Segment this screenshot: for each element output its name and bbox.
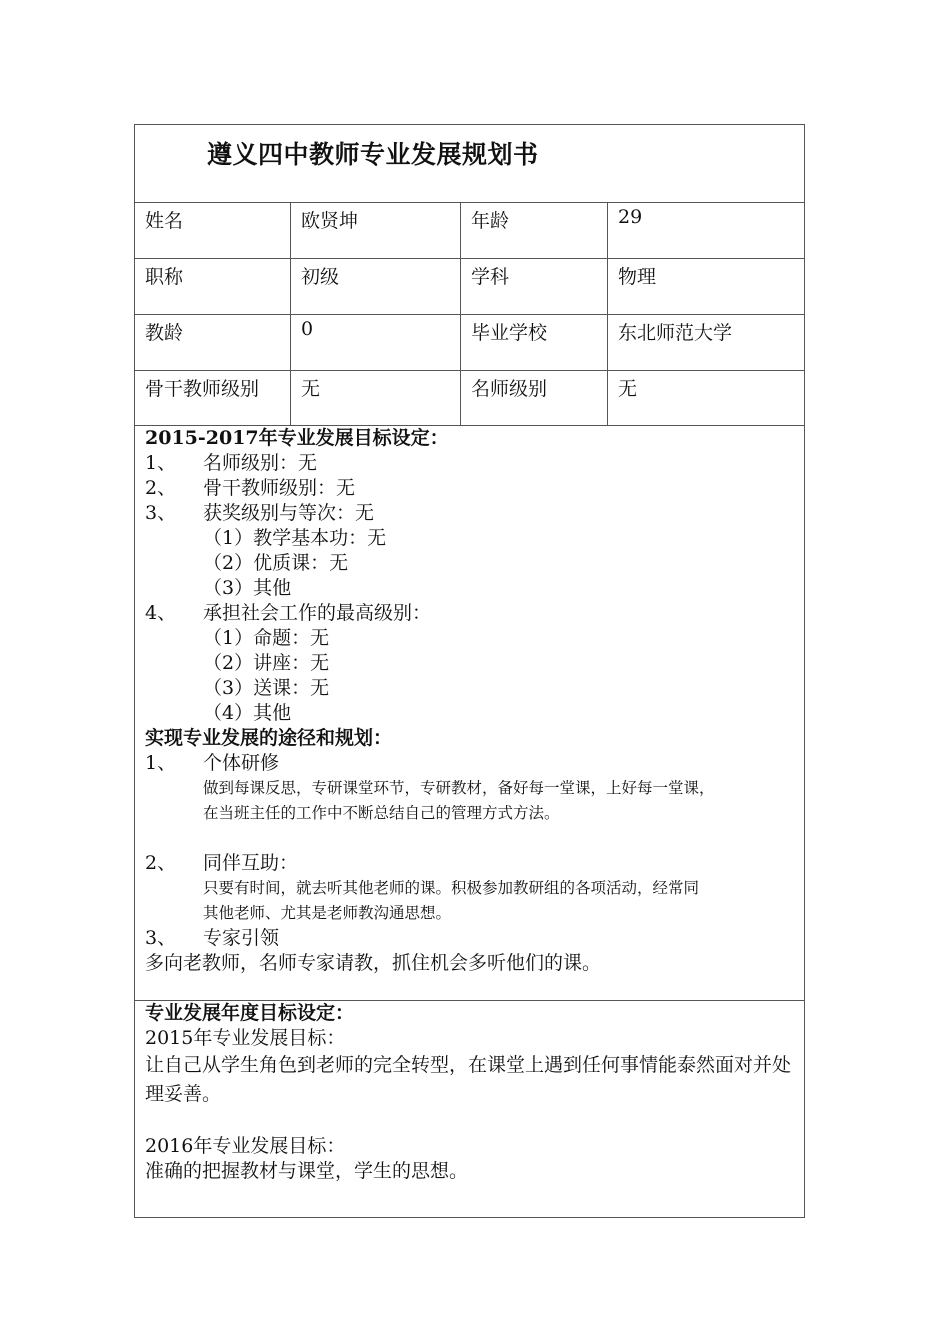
path-detail: 在当班主任的工作中不断总结自己的管理方式方法。: [203, 804, 560, 822]
name-value: 欧贤坤: [291, 203, 461, 258]
goal-item: 1、 名师级别：无: [145, 452, 318, 474]
annual-heading: 专业发展年度目标设定：: [145, 1002, 355, 1024]
goal-item: 2、 骨干教师级别：无: [145, 477, 356, 499]
backbone-level-value: 无: [291, 371, 461, 425]
social-subitem: （1）命题：无: [203, 627, 330, 649]
year-2015-text: 让自己从学生角色到老师的完全转型，在课堂上遇到任何事情能泰然面对并处理妥善。: [145, 1054, 792, 1105]
path-detail: 多向老教师，名师专家请教，抓住机会多听他们的课。: [145, 952, 602, 974]
subject-value: 物理: [618, 266, 657, 288]
age-label: 年龄: [461, 203, 608, 258]
award-subitem: （2）优质课：无: [203, 552, 349, 574]
path-detail: 做到每课反思，专研课堂环节，专研教材，备好每一堂课，上好每一堂课，: [203, 779, 715, 797]
school-label: 毕业学校: [461, 315, 608, 370]
famous-level-value: 无: [618, 378, 638, 400]
social-subitem: （3）送课：无: [203, 677, 330, 699]
name-label: 姓名: [135, 203, 291, 258]
social-subitem: （2）讲座：无: [203, 652, 330, 674]
spacer: [145, 1109, 804, 1134]
famous-level-label: 名师级别: [461, 371, 608, 425]
path-item: 3、 专家引领: [145, 927, 280, 949]
document-title: 遵义四中教师专业发展规划书: [207, 140, 539, 169]
info-row-title-subject: [135, 259, 804, 315]
path-item: 2、 同伴互助：: [145, 852, 299, 874]
path-heading: 实现专业发展的途径和规划：: [145, 727, 393, 749]
social-subitem: （4）其他: [203, 702, 292, 724]
title-row: [135, 125, 804, 203]
age-value: 29: [618, 206, 643, 228]
school-value: 东北师范大学: [618, 322, 733, 344]
year-2016-text: 准确的把握教材与课堂，学生的思想。: [145, 1160, 469, 1182]
annual-goals-section: [135, 1001, 804, 1217]
award-subitem: （1）教学基本功：无: [203, 527, 387, 549]
info-row-name-age: [135, 203, 804, 259]
rank-value: 初级: [291, 259, 461, 314]
goal-item: 3、 获奖级别与等次：无: [145, 502, 375, 524]
backbone-level-label: 骨干教师级别: [135, 371, 291, 425]
info-row-experience-school: [135, 315, 804, 371]
info-row-levels: [135, 371, 804, 426]
teaching-years-label: 教龄: [135, 315, 291, 370]
path-detail: 只要有时间，就去听其他老师的课。积极参加教研组的各项活动，经常同: [203, 879, 700, 897]
goals-section: [135, 426, 804, 1001]
planning-form: [134, 124, 805, 1218]
path-item: 1、 个体研修: [145, 752, 280, 774]
subject-label: 学科: [461, 259, 608, 314]
goal-item: 4、 承担社会工作的最高级别：: [145, 602, 432, 624]
rank-label: 职称: [135, 259, 291, 314]
award-subitem: （3）其他: [203, 577, 292, 599]
path-detail: 其他老师、尤其是老师教沟通思想。: [203, 904, 452, 922]
goals-heading: 2015-2017年专业发展目标设定：: [145, 427, 449, 449]
year-2015-label: 2015年专业发展目标：: [145, 1027, 346, 1049]
spacer: [145, 826, 804, 851]
year-2016-label: 2016年专业发展目标：: [145, 1135, 346, 1157]
teaching-years-value: 0: [291, 315, 461, 370]
